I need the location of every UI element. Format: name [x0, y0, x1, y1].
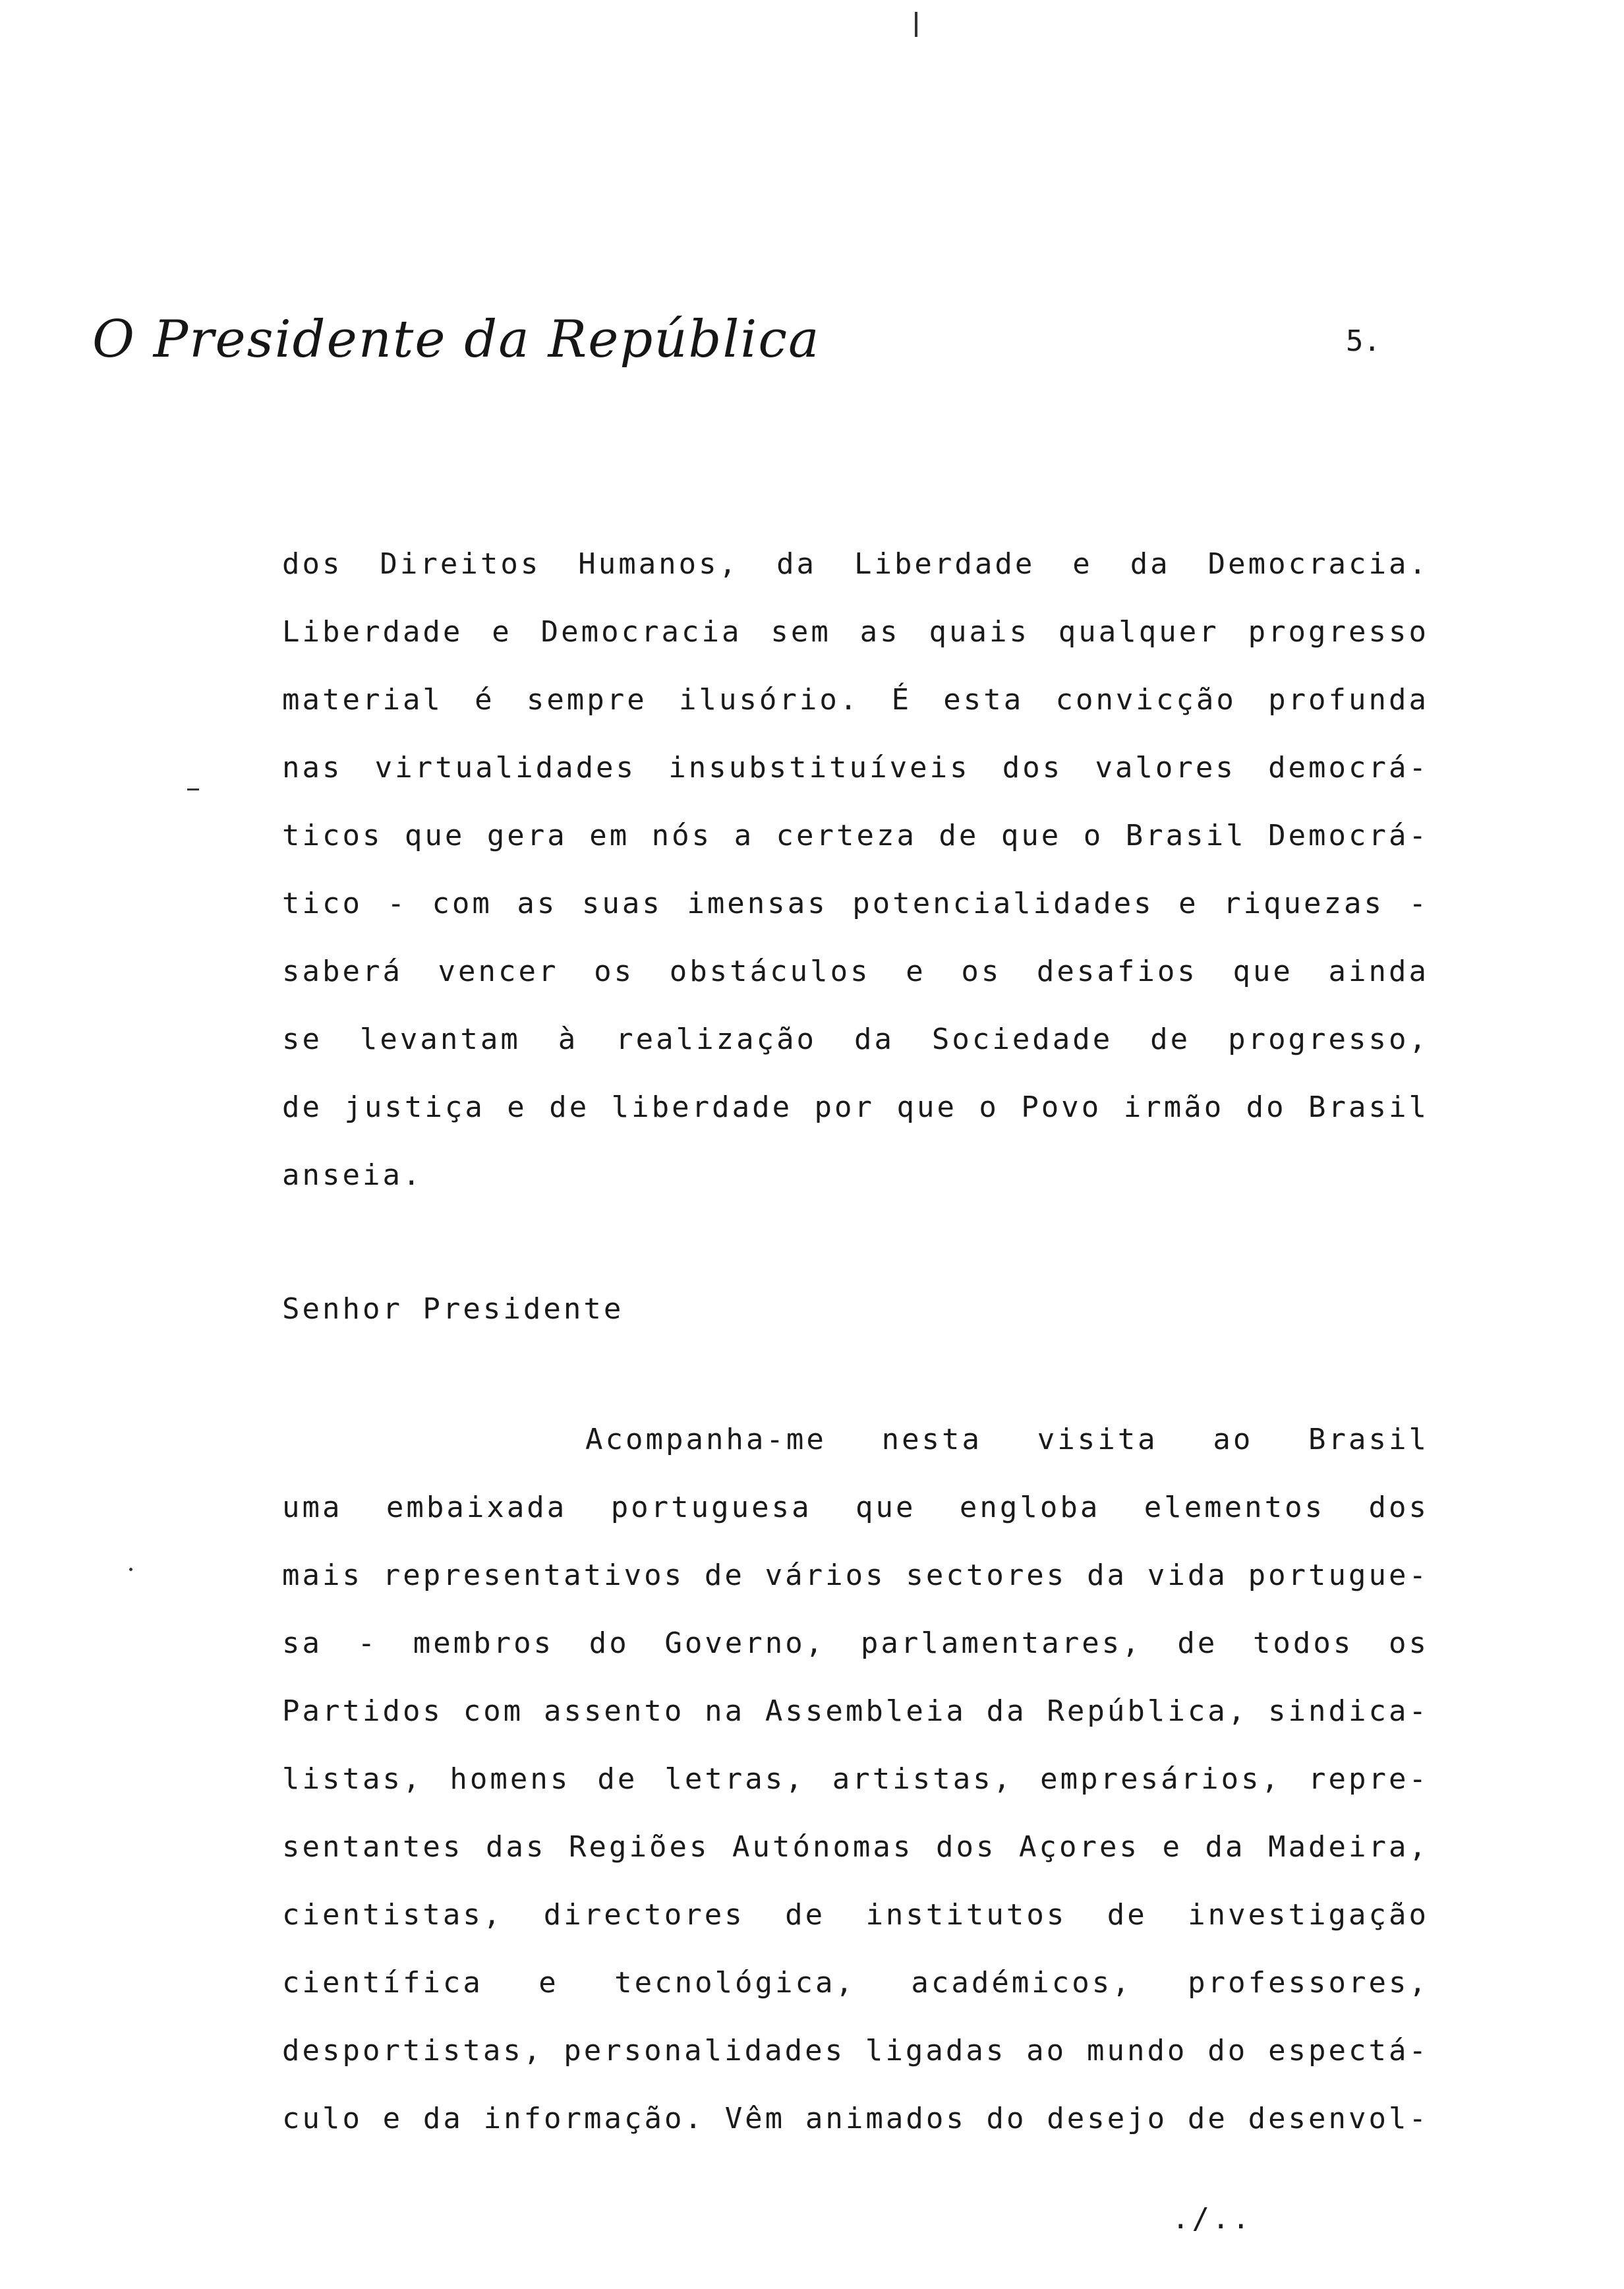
text-line: científica e tecnológica, académicos, professores, — [282, 1966, 1429, 2000]
text-line: sa - membros do Governo, parlamentares, de todos os — [282, 1626, 1429, 1660]
scan-mark — [187, 788, 199, 790]
paragraph-2 — [282, 1406, 1429, 2153]
text-line: tico - com as suas imensas potencialidades e riquezas - — [282, 887, 1429, 920]
text-line: material é sempre ilusório. É esta convicção profunda — [282, 683, 1429, 717]
text-line: mais representativos de vários sectores da vida portugue- — [282, 1559, 1429, 1592]
text-line: saberá vencer os obstáculos e os desafios que ainda — [282, 955, 1429, 988]
text-line: culo e da informação. Vêm animados do desejo de desenvol- — [282, 2102, 1429, 2135]
text-line: cientistas, directores de institutos de investigação — [282, 1898, 1429, 1932]
text-line: se levantam à realização da Sociedade de progresso, — [282, 1023, 1429, 1056]
text-line: Liberdade e Democracia sem as quais qualquer progresso — [282, 615, 1429, 649]
letterhead: O Presidente da República — [92, 310, 821, 369]
scan-mark — [129, 1568, 132, 1571]
salutation — [282, 1275, 1429, 1343]
continuation-mark: ./.. — [1172, 2202, 1252, 2236]
page-number: 5. — [1346, 324, 1381, 358]
scan-mark — [915, 12, 917, 37]
paragraph-1 — [282, 530, 1429, 1209]
text-line: Acompanha-me nesta visita ao Brasil — [585, 1423, 1429, 1456]
text-line: Partidos com assento na Assembleia da República, sindica- — [282, 1694, 1429, 1728]
text-line: uma embaixada portuguesa que engloba elementos dos — [282, 1491, 1429, 1524]
text-line: de justiça e de liberdade por que o Povo irmão do Brasil — [282, 1090, 1429, 1124]
text-line: dos Direitos Humanos, da Liberdade e da Democracia. — [282, 547, 1429, 581]
text-line: anseia. — [282, 1158, 423, 1192]
text-line: nas virtualidades insubstituíveis dos valores democrá- — [282, 751, 1429, 785]
salutation-text: Senhor Presidente — [282, 1292, 624, 1326]
text-line: ticos que gera em nós a certeza de que o Brasil Democrá- — [282, 819, 1429, 852]
text-line: desportistas, personalidades ligadas ao mundo do espectá- — [282, 2034, 1429, 2067]
text-line: listas, homens de letras, artistas, empresários, repre- — [282, 1762, 1429, 1796]
text-line: sentantes das Regiões Autónomas dos Açores e da Madeira, — [282, 1830, 1429, 1864]
